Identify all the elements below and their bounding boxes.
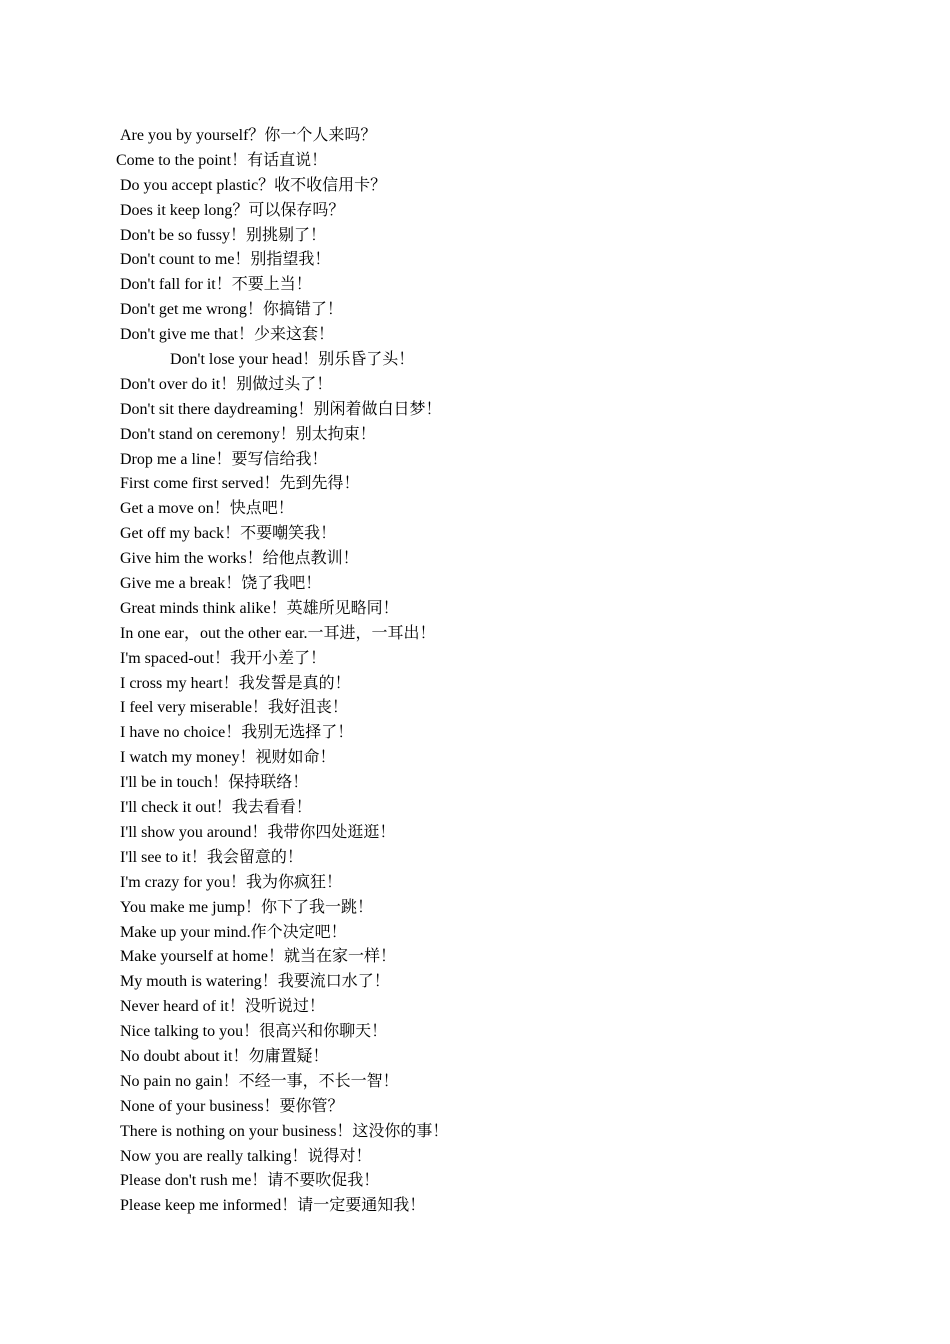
phrase-line: Don't be so fussy！别挑剔了！	[120, 226, 326, 244]
phrase-line: I'll be in touch！保持联络！	[120, 774, 309, 792]
phrase-line: Make up your mind.作个决定吧！	[120, 923, 347, 941]
phrase-line: Now you are really talking！说得对！	[120, 1147, 372, 1165]
phrase-line: Does it keep long？可以保存吗？	[120, 201, 345, 219]
phrase-line: Get off my back！不要嘲笑我！	[120, 525, 337, 543]
phrase-line: Don't lose your head！别乐昏了头！	[170, 351, 415, 369]
phrase-line: Drop me a line！要写信给我！	[120, 450, 328, 468]
phrase-line: I'll check it out！我去看看！	[120, 799, 312, 817]
phrase-list	[116, 124, 880, 1219]
phrase-line: Please don't rush me！请不要吹促我！	[120, 1172, 380, 1190]
phrase-line: My mouth is watering！我要流口水了！	[120, 973, 390, 991]
phrase-line: No doubt about it！勿庸置疑！	[120, 1047, 329, 1065]
phrase-line: I'll see to it！我会留意的！	[120, 848, 303, 866]
phrase-line: Give me a break！饶了我吧！	[120, 575, 322, 593]
phrase-line: Make yourself at home！就当在家一样！	[120, 948, 396, 966]
phrase-line: I'm spaced-out！我开小差了！	[120, 649, 326, 667]
phrase-line: Don't sit there daydreaming！别闲着做白日梦！	[120, 400, 442, 418]
phrase-line: Are you by yourself？你一个人来吗？	[120, 127, 377, 144]
phrase-line: Great minds think alike！英雄所见略同！	[120, 599, 399, 617]
phrase-line: I'll show you around！我带你四处逛逛！	[120, 823, 396, 841]
phrase-line: In one ear，out the other ear.一耳进，一耳出！	[120, 624, 436, 642]
phrase-line: Nice talking to you！很高兴和你聊天！	[120, 1023, 388, 1041]
phrase-line: I feel very miserable！我好沮丧！	[120, 699, 348, 717]
phrase-line: Get a move on！快点吧！	[120, 500, 294, 518]
phrase-line: There is nothing on your business！这没你的事！	[120, 1122, 449, 1140]
phrase-line: Don't count to me！别指望我！	[120, 251, 331, 269]
phrase-line: Don't get me wrong！你搞错了！	[120, 301, 343, 319]
phrase-line: None of your business！要你管？	[120, 1097, 344, 1115]
phrase-line: I'm crazy for you！我为你疯狂！	[120, 873, 342, 891]
phrase-line: I watch my money！视财如命！	[120, 749, 336, 767]
phrase-line: I cross my heart！我发誓是真的！	[120, 674, 351, 692]
phrase-line: You make me jump！你下了我一跳！	[120, 898, 374, 916]
phrase-line: Don't stand on ceremony！别太拘束！	[120, 425, 376, 443]
phrase-line: Don't over do it！别做过头了！	[120, 375, 333, 393]
phrase-line: Give him the works！给他点教训！	[120, 550, 359, 568]
phrase-line: Come to the point！有话直说！	[116, 151, 328, 169]
phrase-line: Do you accept plastic？收不收信用卡？	[120, 176, 387, 194]
phrase-line: I have no choice！我别无选择了！	[120, 724, 354, 742]
phrase-line: Don't give me that！少来这套！	[120, 326, 334, 344]
phrase-line: Never heard of it！没听说过！	[120, 998, 325, 1016]
phrase-line: No pain no gain！不经一事，不长一智！	[120, 1072, 399, 1090]
phrase-line: Please keep me informed！请一定要通知我！	[120, 1197, 426, 1215]
phrase-line: Don't fall for it！不要上当！	[120, 276, 312, 294]
phrase-line: First come first served！先到先得！	[120, 475, 360, 493]
